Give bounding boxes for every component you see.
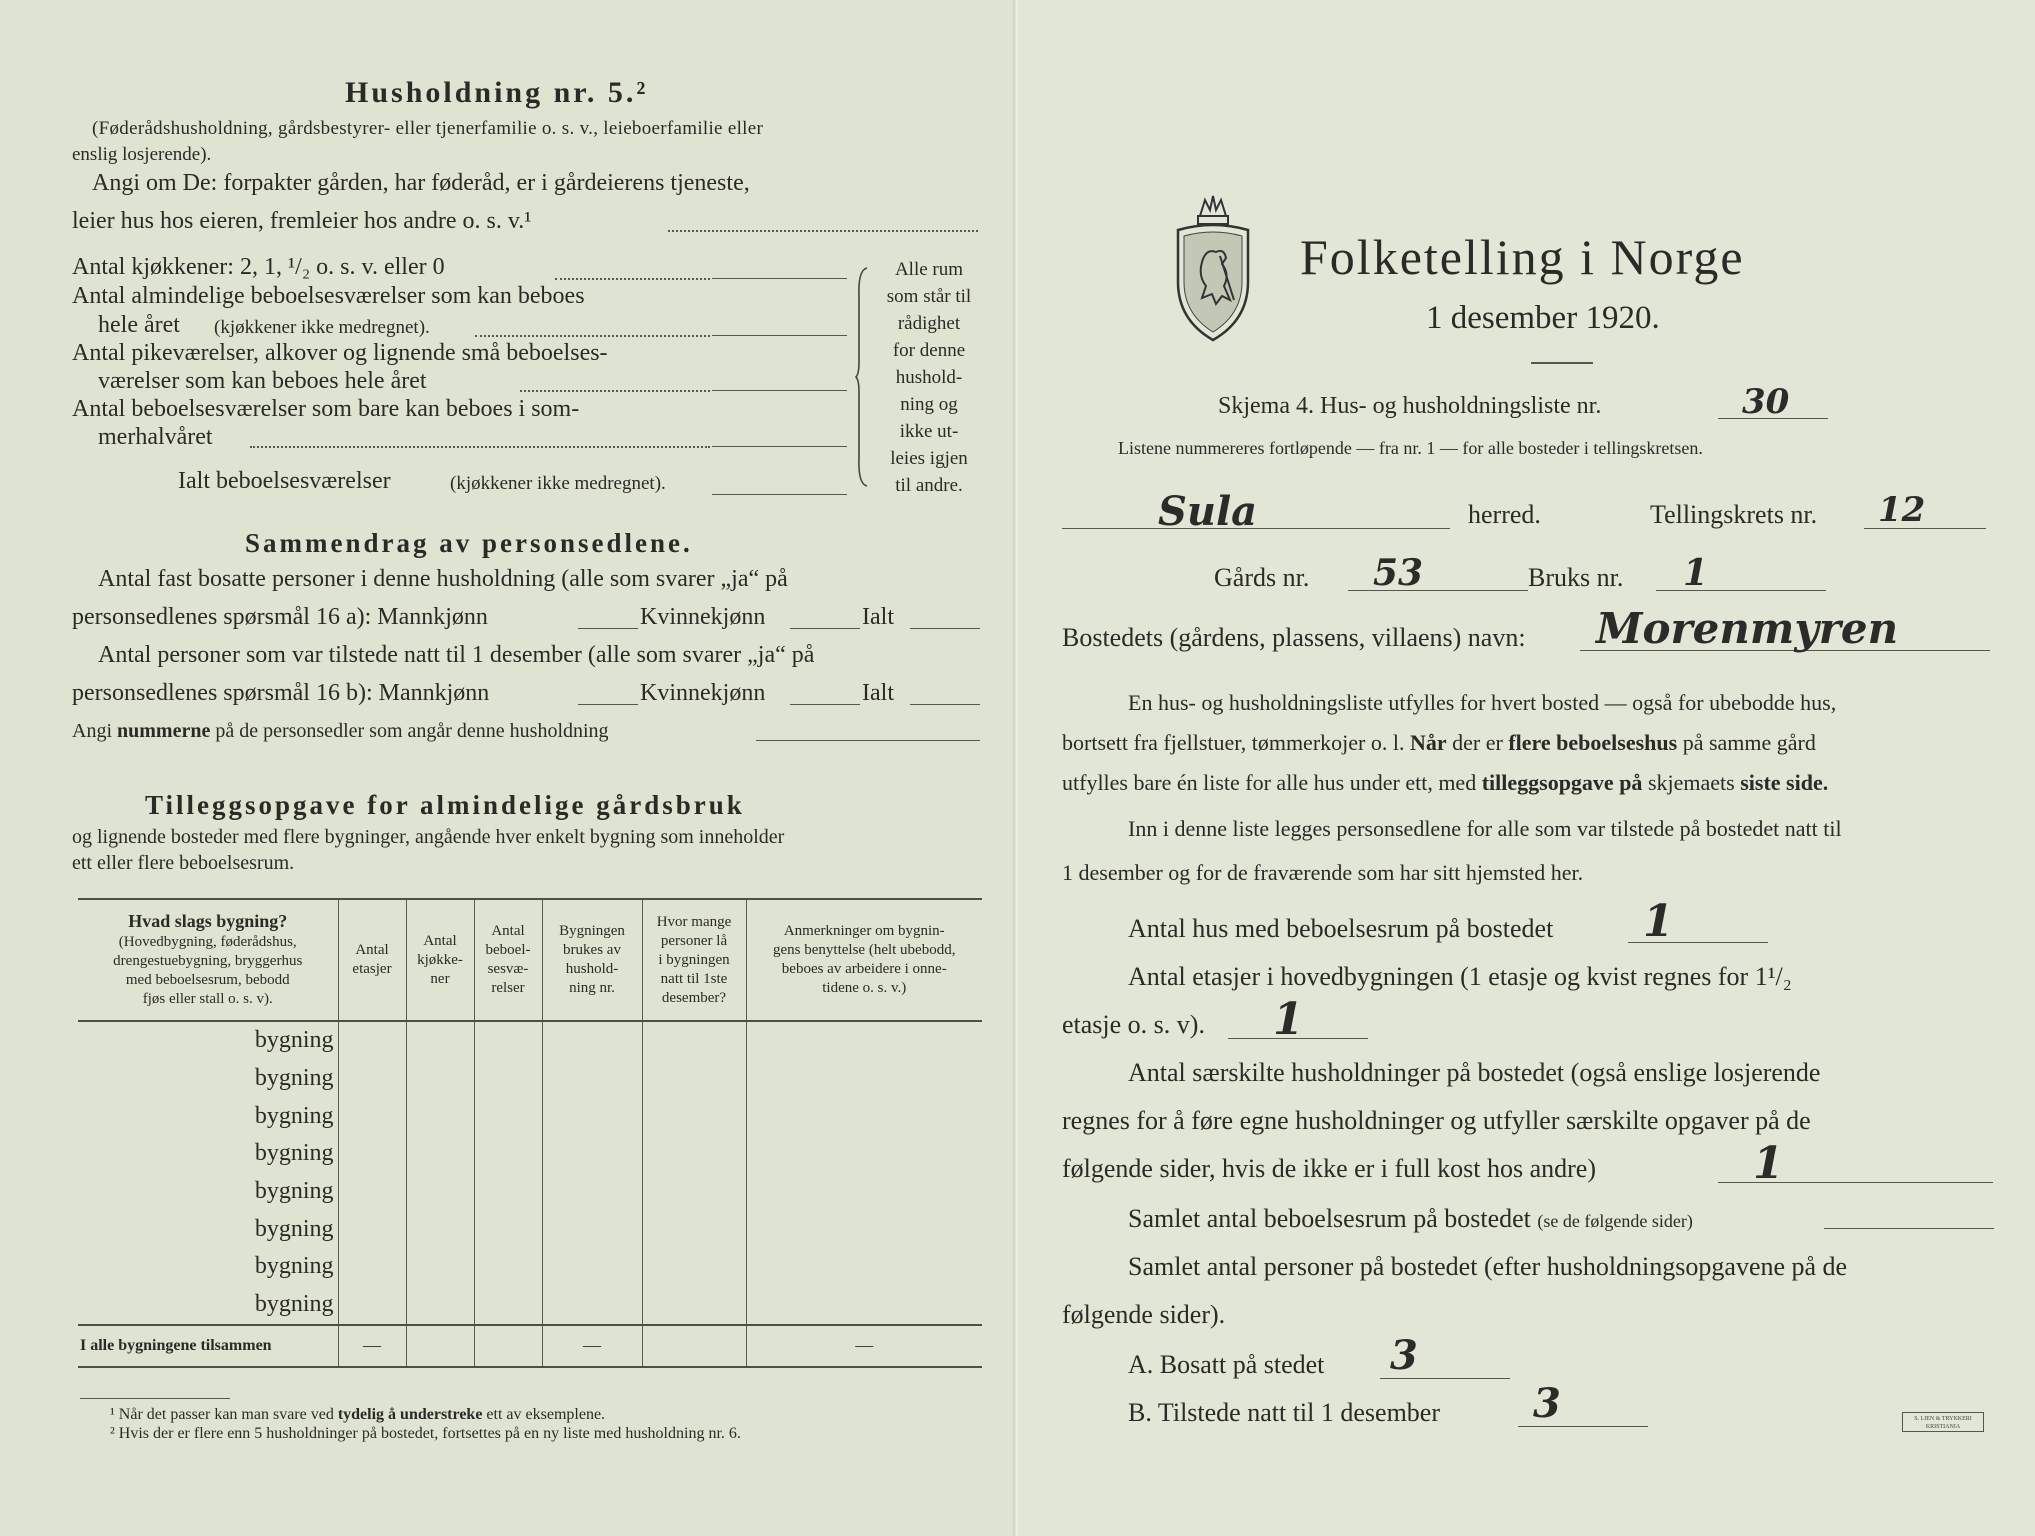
left-page — [0, 0, 1015, 1536]
table-cell — [406, 1060, 474, 1098]
p1-2e: på samme gård — [1682, 730, 1816, 755]
table-cell — [474, 1210, 542, 1248]
footnote-separator — [80, 1398, 230, 1399]
summary-fast-line-2: personsedlenes spørsmål 16 a): Mannkjønn — [72, 604, 488, 630]
summary-tilstede-women-label: Kvinnekjønn — [640, 680, 766, 706]
table-row — [78, 1210, 982, 1248]
numbers-prefix: Angi — [72, 720, 112, 742]
angi-line-2: leier hus hos eieren, fremleier hos andre o. s. v.¹ — [72, 208, 532, 234]
table-cell — [542, 1286, 642, 1325]
herred-label: herred. — [1468, 500, 1541, 529]
present-label: B. Tilstede natt til 1 desember — [1128, 1398, 1440, 1427]
regular-rooms-line-1: Antal almindelige beboelsesværelser som kan beboes — [72, 283, 585, 309]
angi-line-1: Angi om De: forpakter gården, har føderåd, er i gårdeierens tjeneste, — [92, 170, 750, 196]
table-cell — [642, 1135, 746, 1173]
schema-label: Skjema 4. Hus- og husholdningsliste nr. — [1218, 393, 1602, 419]
total-cell — [642, 1325, 746, 1367]
table-cell — [642, 1060, 746, 1098]
present-value: 3 — [1533, 1380, 1561, 1427]
col-remarks-line: beboes av arbeidere i onne- — [781, 961, 947, 977]
table-cell — [338, 1021, 406, 1060]
gards-label: Gårds nr. — [1214, 563, 1310, 592]
norway-coat-of-arms-icon — [1172, 190, 1254, 342]
table-row — [78, 1097, 982, 1135]
summary-tilstede-total-label: Ialt — [862, 680, 894, 706]
bosted-value: Morenmyren — [1596, 604, 1899, 653]
summer-rooms-line-2: merhalvåret — [98, 424, 213, 450]
numbers-bold: nummerne — [117, 720, 211, 742]
col-rooms-line: beboel- — [485, 942, 531, 958]
col-kitchens-line: ner — [430, 970, 450, 987]
footnote-2: ² Hvis der er flere enn 5 husholdninger på bostedet, fortsettes på en ny liste med husholdning nr. 6. — [110, 1425, 741, 1442]
regular-rooms-dots — [475, 335, 710, 337]
col-persons-line: Hvor mange — [656, 913, 732, 930]
maid-rooms-dots — [520, 390, 710, 392]
p1-2c: der er — [1452, 730, 1503, 755]
printer-stamp-text: S. LIEN & TRYKKERI KRISTIANIA — [1914, 1416, 1972, 1430]
col-household-line: Bygningen — [559, 923, 625, 939]
schema-value: 30 — [1742, 382, 1790, 422]
households-question-3: følgende sider, hvis de ikke er i full kost hos andre) — [1062, 1154, 1596, 1183]
krets-label: Tellingskrets nr. — [1650, 500, 1818, 529]
table-row — [78, 1286, 982, 1325]
col-floors — [338, 899, 406, 1021]
side-note-line: som står til — [886, 286, 972, 307]
houses-value: 1 — [1643, 896, 1674, 947]
tilstede-men-line — [578, 704, 638, 705]
side-note-line: leies igjen — [890, 448, 968, 469]
table-cell — [542, 1173, 642, 1211]
table-cell — [338, 1173, 406, 1211]
maid-rooms-line-1: Antal pikeværelser, alkover og lignende små beboelses- — [72, 340, 608, 366]
side-note-line: hushold- — [895, 367, 963, 388]
bosted-label: Bostedets (gårdens, plassens, villaens) navn: — [1062, 623, 1526, 652]
total-cell — [474, 1325, 542, 1367]
row-label: bygning — [78, 1173, 338, 1211]
building-table — [78, 898, 982, 1368]
table-cell — [338, 1097, 406, 1135]
instruction-1-line-1: En hus- og husholdningsliste utfylles for hvert bosted — også for ubebodde hus, — [1128, 690, 1837, 715]
p1-2b: Når — [1409, 730, 1447, 755]
col-remarks — [746, 899, 982, 1021]
col-persons-line: natt til 1ste — [660, 970, 728, 987]
table-row — [78, 1135, 982, 1173]
floors-question-1: Antal etasjer i hovedbygningen (1 etasje og kvist regnes for 1¹/₂ — [1128, 962, 1792, 991]
regular-rooms-answer-line — [712, 335, 847, 336]
rooms-question-label: Samlet antal beboelsesrum på bostedet — [1128, 1204, 1531, 1233]
floors-value: 1 — [1273, 994, 1304, 1045]
col-rooms-line: Antal — [491, 923, 525, 939]
table-row — [78, 1248, 982, 1286]
total-rooms-answer-line — [712, 494, 847, 495]
angi-answer-line — [668, 230, 978, 232]
maid-rooms-answer-line — [712, 390, 847, 391]
table-cell — [338, 1060, 406, 1098]
p1-3c: skjemaets — [1647, 770, 1735, 795]
col-kitchens — [406, 899, 474, 1021]
table-cell — [746, 1286, 982, 1325]
col-rooms — [474, 899, 542, 1021]
fast-men-line — [578, 628, 638, 629]
table-cell — [406, 1135, 474, 1173]
side-note-line: til andre. — [895, 475, 963, 496]
table-cell — [642, 1021, 746, 1060]
table-cell — [406, 1097, 474, 1135]
maid-rooms-line-2: værelser som kan beboes hele året — [98, 368, 427, 394]
table-row — [78, 1060, 982, 1098]
row-label: bygning — [78, 1248, 338, 1286]
col-persons-line: personer lå — [660, 932, 728, 949]
tilstede-women-line — [790, 704, 860, 705]
table-cell — [474, 1286, 542, 1325]
col-household-line: ning nr. — [569, 980, 615, 996]
households-value: 1 — [1753, 1138, 1784, 1189]
printer-stamp — [1902, 1412, 1984, 1432]
fast-total-line — [910, 628, 980, 629]
rooms-question — [1128, 1204, 1693, 1234]
col-persons-line: desember? — [661, 989, 727, 1006]
row-label: bygning — [78, 1210, 338, 1248]
table-cell — [338, 1248, 406, 1286]
side-note-line: ning og — [900, 394, 958, 415]
col-rooms-line: relser — [491, 980, 525, 996]
resident-label: A. Bosatt på stedet — [1128, 1350, 1325, 1379]
table-cell — [474, 1021, 542, 1060]
table-cell — [338, 1210, 406, 1248]
col-remarks-line: Anmerkninger om bygnin- — [783, 923, 945, 939]
footnote-1-rest: ett av eksemplene. — [486, 1406, 606, 1423]
col-kitchens-line: Antal — [423, 932, 457, 949]
table-cell — [746, 1097, 982, 1135]
instruction-2-line-2: 1 desember og for de fraværende som har sitt hjemsted her. — [1062, 860, 1584, 885]
footnote-1-text: ¹ Når det passer kan man svare ved — [110, 1406, 334, 1423]
kitchens-label: Antal kjøkkener: 2, 1, ¹/₂ o. s. v. eller 0 — [72, 254, 445, 280]
summary-title: Sammendrag av personsedlene. — [245, 528, 693, 558]
p1-3d: siste side. — [1740, 770, 1829, 795]
regular-rooms-note: (kjøkkener ikke medregnet). — [214, 317, 430, 338]
summary-tilstede-line-1: Antal personer som var tilstede natt til 1 desember (alle som svarer „ja“ på — [98, 642, 815, 668]
col-building-type-line: (Hovedbygning, føderådshus, — [118, 933, 297, 950]
summary-tilstede-line-2: personsedlenes spørsmål 16 b): Mannkjønn — [72, 680, 490, 706]
instruction-1-line-3 — [1062, 770, 1828, 796]
row-label: bygning — [78, 1286, 338, 1325]
col-household-line: brukes av — [563, 942, 621, 958]
col-building-type — [78, 899, 338, 1021]
bruks-value: 1 — [1683, 552, 1709, 594]
table-cell — [338, 1286, 406, 1325]
table-cell — [406, 1173, 474, 1211]
table-row — [78, 1021, 982, 1060]
table-cell — [406, 1210, 474, 1248]
kitchens-dots — [555, 278, 710, 280]
building-table-header — [78, 899, 982, 1021]
summary-numbers-line — [72, 720, 609, 743]
side-note-line: ikke ut- — [899, 421, 959, 442]
table-cell — [406, 1021, 474, 1060]
household-title: Husholdning nr. 5.² — [345, 76, 649, 109]
col-household-line: hushold- — [565, 961, 619, 977]
table-cell — [542, 1097, 642, 1135]
rooms-brace — [855, 266, 869, 488]
census-title: Folketelling i Norge — [1300, 229, 1745, 285]
col-persons — [642, 899, 746, 1021]
supplement-title: Tilleggsopgave for almindelige gårdsbruk — [145, 790, 745, 820]
persons-question-1: Samlet antal personer på bostedet (efter husholdningsopgavene på de — [1128, 1252, 1848, 1281]
table-cell — [642, 1097, 746, 1135]
total-cell-dash: — — [542, 1325, 642, 1367]
p1-3a: utfylles bare én liste for alle hus under ett, med — [1062, 770, 1477, 795]
row-label: bygning — [78, 1097, 338, 1135]
rooms-side-note — [870, 256, 988, 499]
total-rooms-label: Ialt beboelsesværelser — [178, 468, 391, 494]
summary-fast-women-label: Kvinnekjønn — [640, 604, 766, 630]
household-intro-1: (Føderådshusholdning, gårdsbestyrer- eller tjenerfamilie o. s. v., leieboerfamilie eller — [92, 118, 764, 139]
table-cell — [474, 1135, 542, 1173]
krets-value: 12 — [1878, 490, 1926, 530]
footnote-1-bold: tydelig å understreke — [337, 1406, 483, 1423]
table-cell — [406, 1248, 474, 1286]
table-cell — [338, 1135, 406, 1173]
numbers-answer-line — [756, 740, 980, 741]
kitchens-answer-line — [712, 278, 847, 279]
summer-rooms-answer-line — [712, 446, 847, 447]
supplement-line-1: og lignende bosteder med flere bygninger, angående hver enkelt bygning som inneholder — [72, 826, 785, 848]
table-cell — [542, 1210, 642, 1248]
census-date: 1 desember 1920. — [1426, 300, 1660, 336]
table-cell — [746, 1135, 982, 1173]
fast-women-line — [790, 628, 860, 629]
table-cell — [642, 1173, 746, 1211]
table-total-row — [78, 1325, 982, 1367]
col-rooms-line: sesvæ- — [487, 961, 529, 977]
table-cell — [474, 1173, 542, 1211]
houses-question: Antal hus med beboelsesrum på bostedet — [1128, 914, 1554, 943]
footnote-1 — [110, 1406, 605, 1424]
table-cell — [406, 1286, 474, 1325]
table-cell — [746, 1210, 982, 1248]
p1-2d: flere beboelseshus — [1508, 730, 1678, 755]
gards-value: 53 — [1373, 552, 1424, 594]
rooms-answer-line — [1824, 1228, 1994, 1229]
total-row-label: I alle bygningene tilsammen — [78, 1325, 338, 1367]
floors-question-2: etasje o. s. v). — [1062, 1010, 1205, 1039]
tilstede-total-line — [910, 704, 980, 705]
p1-2a: bortsett fra fjellstuer, tømmerkojer o. l. — [1062, 730, 1405, 755]
persons-question-2: følgende sider). — [1062, 1300, 1226, 1329]
table-cell — [542, 1248, 642, 1286]
col-floors-line: etasjer — [352, 961, 392, 977]
total-rooms-note: (kjøkkener ikke medregnet). — [450, 473, 666, 494]
row-label: bygning — [78, 1060, 338, 1098]
side-note-line: for denne — [892, 340, 966, 361]
col-building-type-line: med beboelsesrum, bebodd — [125, 971, 290, 988]
side-note-line: rådighet — [897, 313, 961, 334]
summary-fast-total-label: Ialt — [862, 604, 894, 630]
table-cell — [746, 1248, 982, 1286]
col-building-type-line: fjøs eller stall o. s. v). — [142, 990, 273, 1007]
numbers-rest: på de personsedler som angår denne husholdning — [215, 720, 609, 742]
total-cell-dash: — — [746, 1325, 982, 1367]
rooms-question-note: (se de følgende sider) — [1537, 1211, 1693, 1231]
summer-rooms-line-1: Antal beboelsesværelser som bare kan beboes i som- — [72, 396, 580, 422]
table-cell — [746, 1021, 982, 1060]
total-cell — [406, 1325, 474, 1367]
title-rule — [1531, 362, 1593, 364]
table-cell — [542, 1060, 642, 1098]
table-cell — [474, 1060, 542, 1098]
numbering-note: Listene nummereres fortløpende — fra nr. 1 — for alle bosteder i tellingskretsen. — [1118, 438, 1703, 458]
summary-fast-line-1: Antal fast bosatte personer i denne husholdning (alle som svarer „ja“ på — [98, 566, 788, 592]
summer-rooms-dots — [250, 446, 710, 448]
table-cell — [542, 1135, 642, 1173]
col-building-type-line: drengestuebygning, bryggerhus — [113, 952, 303, 969]
herred-value: Sula — [1158, 488, 1258, 535]
col-building-type-title: Hvad slags bygning? — [128, 910, 288, 931]
table-cell — [746, 1173, 982, 1211]
table-cell — [642, 1248, 746, 1286]
col-floors-line: Antal — [355, 942, 389, 958]
table-cell — [474, 1248, 542, 1286]
instruction-2-line-1: Inn i denne liste legges personsedlene for alle som var tilstede på bostedet natt til — [1128, 816, 1842, 841]
table-cell — [474, 1097, 542, 1135]
total-cell-dash: — — [338, 1325, 406, 1367]
households-question-2: regnes for å føre egne husholdninger og utfyller særskilte opgaver på de — [1062, 1106, 1811, 1135]
resident-value: 3 — [1390, 1332, 1418, 1379]
row-label: bygning — [78, 1021, 338, 1060]
table-cell — [642, 1286, 746, 1325]
col-kitchens-line: kjøkke- — [417, 951, 463, 968]
table-cell — [642, 1210, 746, 1248]
col-remarks-line: gens benyttelse (helt ubebodd, — [773, 942, 956, 958]
households-question-1: Antal særskilte husholdninger på bostedet (også enslige losjerende — [1128, 1058, 1821, 1087]
col-persons-line: i bygningen — [658, 951, 730, 968]
table-cell — [542, 1021, 642, 1060]
p1-3b: tilleggsopgave på — [1481, 770, 1643, 795]
col-household-no — [542, 899, 642, 1021]
right-page — [1018, 0, 2035, 1536]
table-cell — [746, 1060, 982, 1098]
row-label: bygning — [78, 1135, 338, 1173]
bruks-answer-line — [1656, 590, 1826, 591]
household-intro-2: enslig losjerende). — [72, 144, 212, 165]
bruks-label: Bruks nr. — [1528, 563, 1624, 592]
regular-rooms-line-2: hele året — [98, 312, 180, 338]
side-note-line: Alle rum — [894, 259, 964, 280]
col-remarks-line: tidene o. s. v.) — [822, 980, 907, 996]
supplement-line-2: ett eller flere beboelsesrum. — [72, 852, 295, 874]
table-row — [78, 1173, 982, 1211]
instruction-1-line-2 — [1062, 730, 1816, 756]
